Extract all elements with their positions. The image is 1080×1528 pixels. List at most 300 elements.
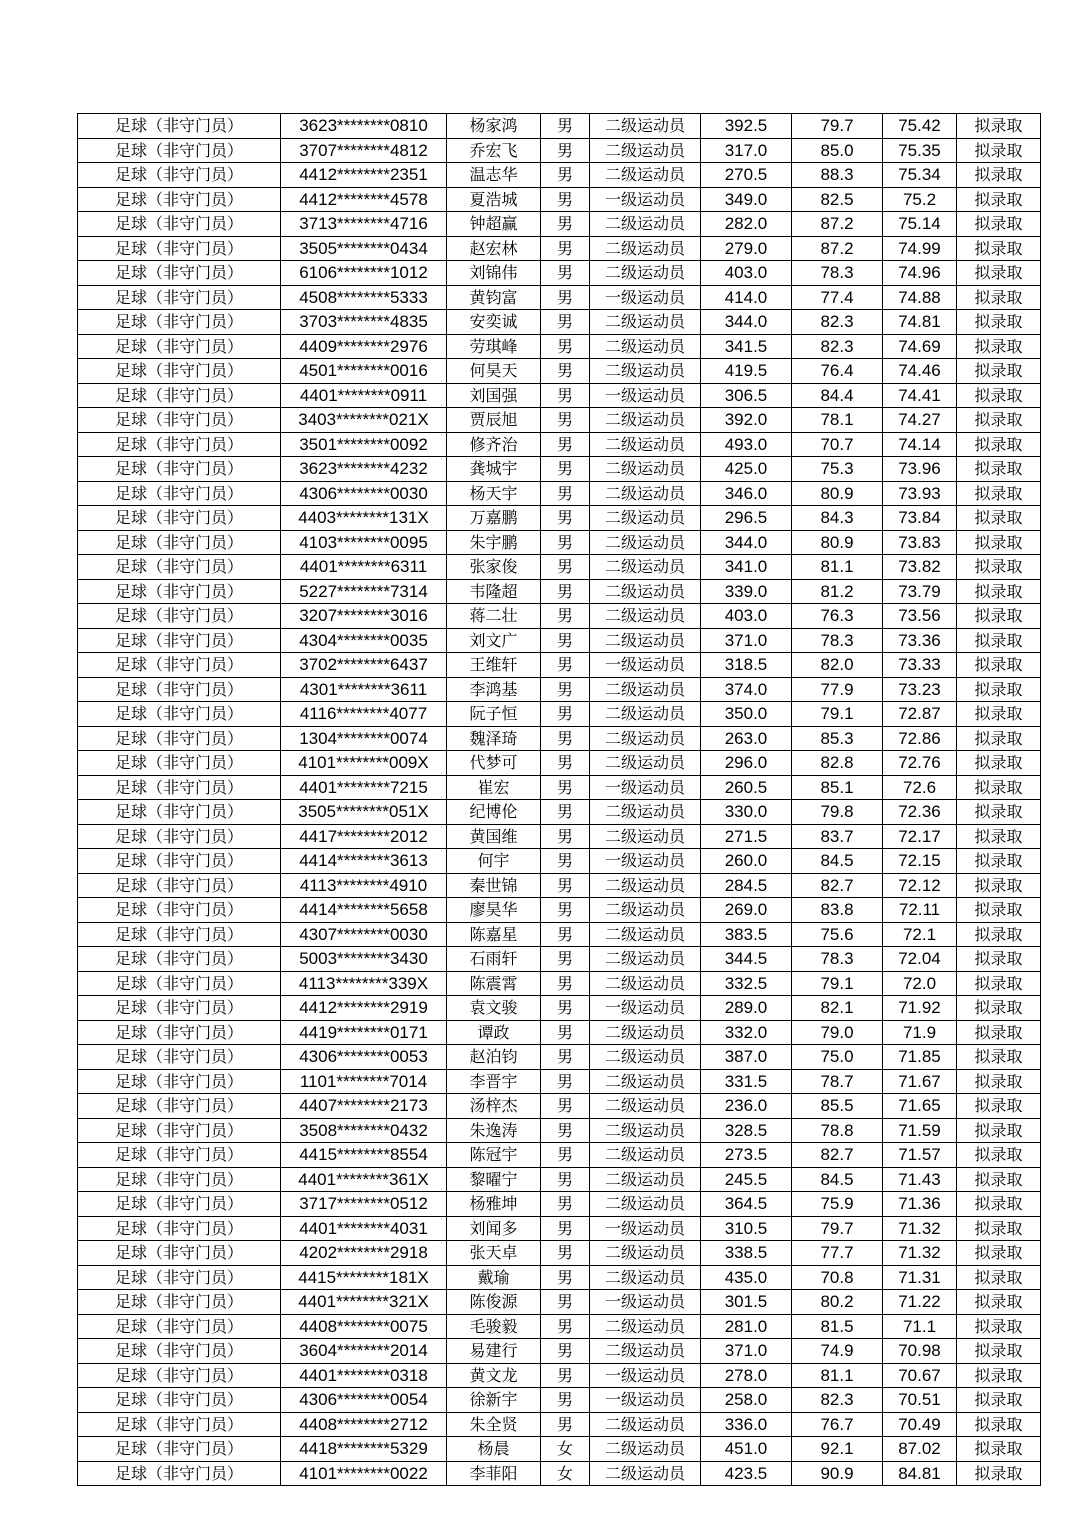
cell-result: 拟录取 [957,1020,1041,1045]
cell-name: 刘闻多 [447,1216,541,1241]
cell-athlete-grade: 一级运动员 [590,996,701,1021]
cell-result: 拟录取 [957,1167,1041,1192]
table-row [78,824,1041,849]
cell-total-score: 74.41 [883,383,957,408]
cell-name: 蒋二壮 [447,604,541,629]
cell-sport-item: 足球（非守门员） [78,310,281,335]
cell-id-number: 4401********361X [281,1167,447,1192]
cell-gender: 男 [541,310,590,335]
cell-name: 代梦可 [447,751,541,776]
cell-id-number: 3707********4812 [281,138,447,163]
cell-athlete-grade: 二级运动员 [590,457,701,482]
cell-id-number: 4414********5658 [281,898,447,923]
cell-name: 易建行 [447,1339,541,1364]
cell-id-number: 4408********2712 [281,1412,447,1437]
cell-gender: 男 [541,1265,590,1290]
cell-gender: 男 [541,187,590,212]
cell-id-number: 4101********0022 [281,1461,447,1486]
cell-total-score: 71.92 [883,996,957,1021]
cell-name: 何昊天 [447,359,541,384]
cell-id-number: 1304********0074 [281,726,447,751]
cell-name: 夏浩城 [447,187,541,212]
cell-name: 贾辰旭 [447,408,541,433]
cell-result: 拟录取 [957,653,1041,678]
cell-gender: 男 [541,432,590,457]
cell-sport-item: 足球（非守门员） [78,212,281,237]
cell-id-number: 4401********6311 [281,555,447,580]
cell-gender: 男 [541,555,590,580]
cell-name: 温志华 [447,163,541,188]
cell-name: 乔宏飞 [447,138,541,163]
cell-sport-score: 425.0 [701,457,792,482]
cell-sport-score: 403.0 [701,604,792,629]
cell-culture-score: 81.5 [792,1314,883,1339]
cell-total-score: 71.32 [883,1241,957,1266]
cell-result: 拟录取 [957,849,1041,874]
cell-name: 朱宇鹏 [447,530,541,555]
cell-sport-score: 371.0 [701,1339,792,1364]
cell-name: 刘锦伟 [447,261,541,286]
cell-athlete-grade: 一级运动员 [590,383,701,408]
cell-sport-score: 273.5 [701,1143,792,1168]
cell-result: 拟录取 [957,628,1041,653]
cell-id-number: 4414********3613 [281,849,447,874]
cell-culture-score: 85.3 [792,726,883,751]
cell-gender: 男 [541,506,590,531]
cell-gender: 男 [541,261,590,286]
cell-result: 拟录取 [957,604,1041,629]
cell-total-score: 70.49 [883,1412,957,1437]
cell-id-number: 4408********0075 [281,1314,447,1339]
cell-sport-score: 403.0 [701,261,792,286]
cell-sport-item: 足球（非守门员） [78,775,281,800]
cell-name: 崔宏 [447,775,541,800]
cell-result: 拟录取 [957,1192,1041,1217]
cell-athlete-grade: 二级运动员 [590,1339,701,1364]
cell-total-score: 74.27 [883,408,957,433]
cell-sport-score: 451.0 [701,1437,792,1462]
cell-gender: 男 [541,138,590,163]
cell-athlete-grade: 二级运动员 [590,1437,701,1462]
cell-name: 黎曜宁 [447,1167,541,1192]
cell-sport-score: 435.0 [701,1265,792,1290]
cell-sport-item: 足球（非守门员） [78,1143,281,1168]
cell-sport-item: 足球（非守门员） [78,898,281,923]
cell-sport-item: 足球（非守门员） [78,138,281,163]
cell-sport-item: 足球（非守门员） [78,726,281,751]
cell-total-score: 71.31 [883,1265,957,1290]
cell-sport-score: 371.0 [701,628,792,653]
cell-total-score: 73.56 [883,604,957,629]
cell-id-number: 3403********021X [281,408,447,433]
cell-total-score: 72.04 [883,947,957,972]
cell-sport-item: 足球（非守门员） [78,751,281,776]
cell-result: 拟录取 [957,800,1041,825]
cell-gender: 男 [541,457,590,482]
table-row [78,383,1041,408]
cell-sport-score: 493.0 [701,432,792,457]
cell-athlete-grade: 二级运动员 [590,604,701,629]
cell-sport-item: 足球（非守门员） [78,1069,281,1094]
cell-name: 李鸿基 [447,677,541,702]
cell-name: 赵泊钧 [447,1045,541,1070]
table-row [78,530,1041,555]
cell-sport-item: 足球（非守门员） [78,922,281,947]
cell-sport-item: 足球（非守门员） [78,432,281,457]
table-row [78,114,1041,139]
cell-sport-item: 足球（非守门员） [78,1363,281,1388]
cell-name: 魏泽琦 [447,726,541,751]
cell-athlete-grade: 二级运动员 [590,163,701,188]
cell-sport-item: 足球（非守门员） [78,1216,281,1241]
cell-result: 拟录取 [957,1363,1041,1388]
cell-name: 劳琪峰 [447,334,541,359]
cell-athlete-grade: 二级运动员 [590,261,701,286]
table-row [78,1363,1041,1388]
cell-sport-item: 足球（非守门员） [78,1437,281,1462]
cell-sport-item: 足球（非守门员） [78,873,281,898]
cell-athlete-grade: 二级运动员 [590,359,701,384]
cell-culture-score: 92.1 [792,1437,883,1462]
table-row [78,775,1041,800]
cell-sport-score: 306.5 [701,383,792,408]
cell-name: 戴瑜 [447,1265,541,1290]
cell-athlete-grade: 二级运动员 [590,922,701,947]
cell-id-number: 3713********4716 [281,212,447,237]
cell-sport-item: 足球（非守门员） [78,555,281,580]
table-row [78,1069,1041,1094]
cell-athlete-grade: 二级运动员 [590,898,701,923]
cell-culture-score: 87.2 [792,236,883,261]
cell-result: 拟录取 [957,1290,1041,1315]
cell-sport-item: 足球（非守门员） [78,236,281,261]
cell-culture-score: 76.4 [792,359,883,384]
cell-id-number: 4412********4578 [281,187,447,212]
cell-result: 拟录取 [957,555,1041,580]
cell-athlete-grade: 二级运动员 [590,1118,701,1143]
cell-culture-score: 83.7 [792,824,883,849]
table-row [78,1045,1041,1070]
cell-id-number: 4306********0030 [281,481,447,506]
table-row [78,800,1041,825]
cell-culture-score: 82.3 [792,1388,883,1413]
cell-id-number: 1101********7014 [281,1069,447,1094]
table-row [78,1437,1041,1462]
cell-id-number: 6106********1012 [281,261,447,286]
cell-sport-score: 270.5 [701,163,792,188]
cell-result: 拟录取 [957,751,1041,776]
cell-gender: 男 [541,163,590,188]
cell-sport-item: 足球（非守门员） [78,187,281,212]
cell-id-number: 4113********339X [281,971,447,996]
cell-sport-item: 足球（非守门员） [78,1167,281,1192]
cell-name: 黄文龙 [447,1363,541,1388]
cell-result: 拟录取 [957,359,1041,384]
cell-name: 杨雅坤 [447,1192,541,1217]
cell-sport-score: 332.0 [701,1020,792,1045]
cell-sport-item: 足球（非守门员） [78,163,281,188]
cell-culture-score: 84.3 [792,506,883,531]
cell-result: 拟录取 [957,726,1041,751]
cell-total-score: 73.83 [883,530,957,555]
cell-athlete-grade: 一级运动员 [590,775,701,800]
cell-athlete-grade: 一级运动员 [590,187,701,212]
cell-gender: 男 [541,236,590,261]
cell-gender: 男 [541,996,590,1021]
cell-total-score: 73.23 [883,677,957,702]
cell-result: 拟录取 [957,261,1041,286]
cell-culture-score: 78.3 [792,947,883,972]
cell-id-number: 4412********2351 [281,163,447,188]
cell-gender: 男 [541,873,590,898]
cell-total-score: 71.32 [883,1216,957,1241]
cell-id-number: 4202********2918 [281,1241,447,1266]
cell-sport-item: 足球（非守门员） [78,849,281,874]
cell-athlete-grade: 二级运动员 [590,971,701,996]
cell-name: 韦隆超 [447,579,541,604]
table-row [78,653,1041,678]
table-row [78,1020,1041,1045]
cell-culture-score: 82.3 [792,310,883,335]
cell-result: 拟录取 [957,163,1041,188]
table-row [78,236,1041,261]
cell-sport-item: 足球（非守门员） [78,800,281,825]
cell-total-score: 72.17 [883,824,957,849]
cell-culture-score: 78.3 [792,261,883,286]
cell-result: 拟录取 [957,481,1041,506]
cell-sport-item: 足球（非守门员） [78,1192,281,1217]
cell-sport-item: 足球（非守门员） [78,1339,281,1364]
cell-culture-score: 82.0 [792,653,883,678]
cell-culture-score: 84.5 [792,849,883,874]
cell-total-score: 71.59 [883,1118,957,1143]
cell-result: 拟录取 [957,1069,1041,1094]
cell-athlete-grade: 二级运动员 [590,1069,701,1094]
cell-culture-score: 79.1 [792,971,883,996]
cell-result: 拟录取 [957,996,1041,1021]
cell-sport-item: 足球（非守门员） [78,408,281,433]
cell-name: 陈震霄 [447,971,541,996]
cell-athlete-grade: 二级运动员 [590,824,701,849]
cell-id-number: 4306********0053 [281,1045,447,1070]
cell-sport-score: 281.0 [701,1314,792,1339]
cell-name: 李菲阳 [447,1461,541,1486]
cell-result: 拟录取 [957,702,1041,727]
cell-total-score: 74.14 [883,432,957,457]
cell-total-score: 73.93 [883,481,957,506]
cell-name: 秦世锦 [447,873,541,898]
cell-name: 廖昊华 [447,898,541,923]
cell-result: 拟录取 [957,236,1041,261]
cell-total-score: 73.36 [883,628,957,653]
cell-gender: 男 [541,824,590,849]
table-row [78,432,1041,457]
cell-name: 朱逸涛 [447,1118,541,1143]
cell-sport-score: 282.0 [701,212,792,237]
cell-athlete-grade: 二级运动员 [590,236,701,261]
cell-id-number: 3717********0512 [281,1192,447,1217]
cell-sport-score: 383.5 [701,922,792,947]
table-row [78,506,1041,531]
cell-total-score: 71.43 [883,1167,957,1192]
cell-gender: 男 [541,1143,590,1168]
cell-culture-score: 78.7 [792,1069,883,1094]
cell-gender: 男 [541,212,590,237]
cell-gender: 男 [541,1118,590,1143]
cell-sport-score: 387.0 [701,1045,792,1070]
cell-sport-score: 271.5 [701,824,792,849]
cell-total-score: 75.42 [883,114,957,139]
table-row [78,996,1041,1021]
table-row [78,1216,1041,1241]
cell-athlete-grade: 二级运动员 [590,408,701,433]
cell-total-score: 73.33 [883,653,957,678]
cell-sport-score: 296.0 [701,751,792,776]
cell-id-number: 4501********0016 [281,359,447,384]
cell-total-score: 70.67 [883,1363,957,1388]
cell-name: 安奕诚 [447,310,541,335]
cell-total-score: 70.51 [883,1388,957,1413]
cell-total-score: 74.96 [883,261,957,286]
cell-id-number: 3505********051X [281,800,447,825]
cell-result: 拟录取 [957,922,1041,947]
cell-id-number: 3703********4835 [281,310,447,335]
cell-name: 杨家鸿 [447,114,541,139]
table-row [78,555,1041,580]
cell-sport-item: 足球（非守门员） [78,604,281,629]
cell-total-score: 74.46 [883,359,957,384]
cell-result: 拟录取 [957,1143,1041,1168]
cell-id-number: 3604********2014 [281,1339,447,1364]
cell-sport-item: 足球（非守门员） [78,947,281,972]
cell-name: 陈冠宇 [447,1143,541,1168]
cell-result: 拟录取 [957,1314,1041,1339]
cell-culture-score: 87.2 [792,212,883,237]
cell-sport-item: 足球（非守门员） [78,1461,281,1486]
cell-total-score: 71.36 [883,1192,957,1217]
table-row [78,1314,1041,1339]
cell-culture-score: 81.2 [792,579,883,604]
cell-culture-score: 75.3 [792,457,883,482]
cell-athlete-grade: 二级运动员 [590,1045,701,1070]
cell-total-score: 84.81 [883,1461,957,1486]
cell-sport-score: 344.5 [701,947,792,972]
cell-id-number: 3505********0434 [281,236,447,261]
cell-total-score: 72.86 [883,726,957,751]
cell-total-score: 73.96 [883,457,957,482]
cell-total-score: 75.2 [883,187,957,212]
cell-total-score: 72.12 [883,873,957,898]
cell-gender: 男 [541,947,590,972]
cell-gender: 男 [541,408,590,433]
cell-name: 龚城宇 [447,457,541,482]
cell-gender: 男 [541,702,590,727]
table-row [78,1094,1041,1119]
cell-id-number: 4401********321X [281,1290,447,1315]
cell-gender: 男 [541,1045,590,1070]
cell-gender: 男 [541,1094,590,1119]
cell-culture-score: 75.6 [792,922,883,947]
cell-athlete-grade: 二级运动员 [590,726,701,751]
cell-total-score: 71.65 [883,1094,957,1119]
cell-sport-score: 318.5 [701,653,792,678]
table-row [78,628,1041,653]
cell-sport-score: 301.5 [701,1290,792,1315]
cell-id-number: 4407********2173 [281,1094,447,1119]
cell-total-score: 73.82 [883,555,957,580]
cell-total-score: 72.36 [883,800,957,825]
table-row [78,212,1041,237]
cell-result: 拟录取 [957,457,1041,482]
cell-name: 万嘉鹏 [447,506,541,531]
cell-athlete-grade: 二级运动员 [590,1143,701,1168]
cell-sport-item: 足球（非守门员） [78,996,281,1021]
cell-sport-score: 346.0 [701,481,792,506]
cell-result: 拟录取 [957,1118,1041,1143]
cell-id-number: 4409********2976 [281,334,447,359]
cell-name: 钟超赢 [447,212,541,237]
cell-name: 刘国强 [447,383,541,408]
cell-culture-score: 80.9 [792,530,883,555]
cell-sport-score: 310.5 [701,1216,792,1241]
cell-sport-item: 足球（非守门员） [78,481,281,506]
cell-gender: 男 [541,579,590,604]
cell-id-number: 4418********5329 [281,1437,447,1462]
cell-name: 黄钧富 [447,285,541,310]
cell-id-number: 3501********0092 [281,432,447,457]
cell-sport-score: 336.0 [701,1412,792,1437]
cell-sport-item: 足球（非守门员） [78,1388,281,1413]
cell-result: 拟录取 [957,530,1041,555]
table-row [78,677,1041,702]
table-row [78,457,1041,482]
cell-sport-item: 足球（非守门员） [78,702,281,727]
cell-gender: 男 [541,922,590,947]
cell-sport-score: 344.0 [701,530,792,555]
cell-culture-score: 70.7 [792,432,883,457]
cell-result: 拟录取 [957,1388,1041,1413]
cell-total-score: 72.76 [883,751,957,776]
cell-gender: 男 [541,800,590,825]
cell-culture-score: 79.7 [792,1216,883,1241]
cell-athlete-grade: 二级运动员 [590,677,701,702]
table-body [78,114,1041,1486]
cell-name: 陈俊源 [447,1290,541,1315]
cell-total-score: 71.67 [883,1069,957,1094]
cell-culture-score: 77.9 [792,677,883,702]
cell-sport-score: 269.0 [701,898,792,923]
cell-culture-score: 80.9 [792,481,883,506]
table-row [78,359,1041,384]
cell-gender: 男 [541,849,590,874]
cell-total-score: 71.85 [883,1045,957,1070]
cell-id-number: 4306********0054 [281,1388,447,1413]
cell-sport-score: 263.0 [701,726,792,751]
cell-athlete-grade: 二级运动员 [590,1094,701,1119]
cell-athlete-grade: 二级运动员 [590,334,701,359]
cell-result: 拟录取 [957,873,1041,898]
cell-sport-score: 317.0 [701,138,792,163]
cell-sport-item: 足球（非守门员） [78,506,281,531]
cell-total-score: 75.35 [883,138,957,163]
cell-athlete-grade: 二级运动员 [590,751,701,776]
table-row [78,971,1041,996]
cell-result: 拟录取 [957,138,1041,163]
cell-sport-score: 344.0 [701,310,792,335]
cell-culture-score: 79.7 [792,114,883,139]
cell-athlete-grade: 二级运动员 [590,1241,701,1266]
table-row [78,849,1041,874]
